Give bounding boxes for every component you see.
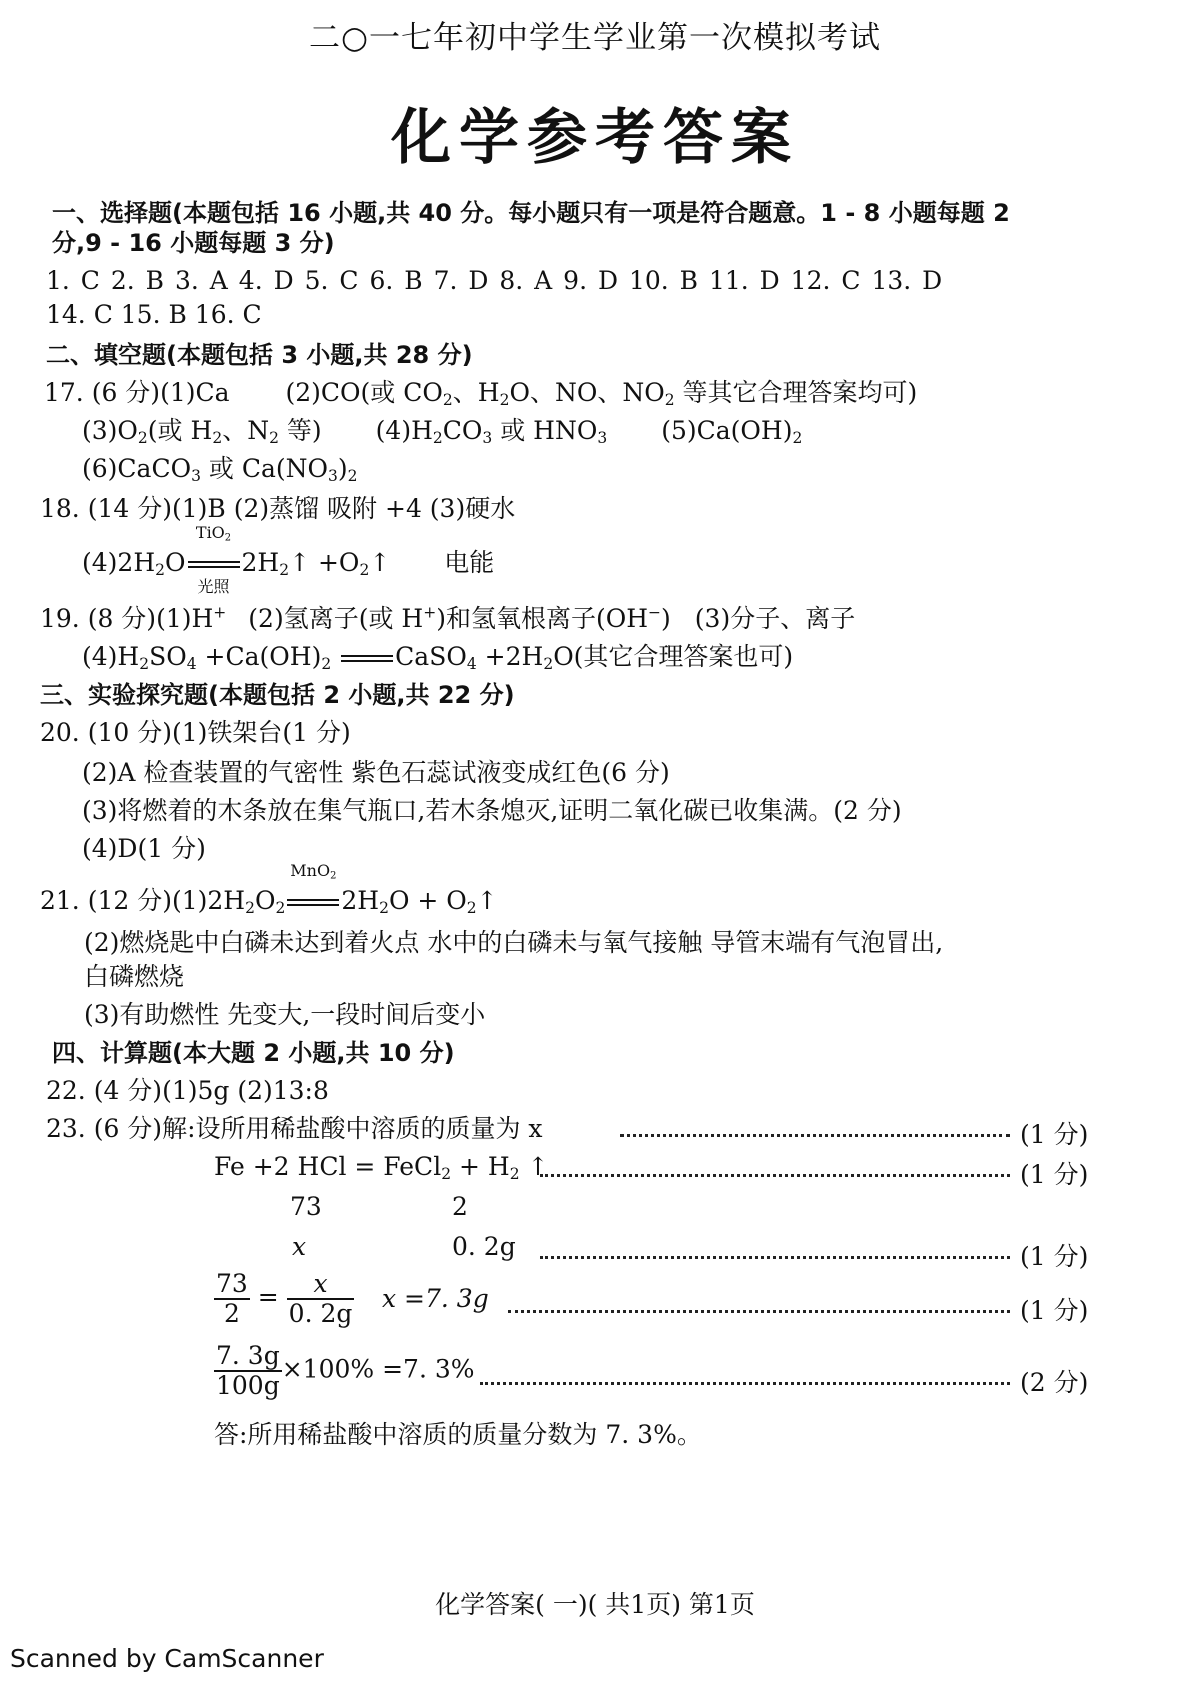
q17-part6-a: (6)CaCO bbox=[82, 454, 192, 483]
q17-line3 bbox=[82, 454, 358, 484]
q18-sub: 2 bbox=[279, 560, 290, 579]
q18-condition: 光照 bbox=[197, 577, 230, 596]
q19-equals-sign bbox=[339, 642, 395, 672]
q21-sub: 2 bbox=[245, 898, 255, 917]
q19-part2-a: (2)氢离子(或 H bbox=[248, 604, 424, 633]
q18-sub: 2 bbox=[155, 560, 165, 579]
q17-sub: 2 bbox=[432, 428, 443, 447]
q17-sub: 3 bbox=[597, 428, 608, 447]
section1-heading-line1: 一、选择题(本题包括 16 小题,共 40 分。每小题只有一项是符合题意。1 - 8 小题每题 2 bbox=[52, 199, 1010, 227]
q19-part4-e: +2H bbox=[484, 642, 544, 671]
q17-part6-c: ) bbox=[337, 454, 348, 483]
q18-reaction-arrow bbox=[186, 523, 242, 596]
q19-part4-c: +Ca(OH) bbox=[204, 642, 322, 671]
q23-frac1-den: 2 bbox=[223, 1299, 240, 1328]
q17-sub: 2 bbox=[269, 428, 279, 447]
q23-result-x: x =7. 3g bbox=[382, 1284, 489, 1313]
q18-catalyst: TiO bbox=[195, 523, 225, 542]
q23-score2: (1 分) bbox=[1020, 1160, 1089, 1189]
q17-sub: 2 bbox=[664, 390, 675, 409]
q17-lead: 17. (6 分)(1)Ca bbox=[44, 378, 230, 407]
q17-sub: 2 bbox=[137, 428, 148, 447]
q19-line1 bbox=[40, 604, 855, 634]
q22-line: 22. (4 分)(1)5g (2)13:8 bbox=[46, 1076, 329, 1105]
scanner-watermark: Scanned by CamScanner bbox=[10, 1644, 324, 1673]
q21-part1-b: O bbox=[254, 886, 276, 915]
q21-line3: 白磷燃烧 bbox=[84, 962, 185, 991]
q17-line2 bbox=[82, 416, 802, 446]
q17-sub: 2 bbox=[792, 428, 803, 447]
q18-part4-d: ↑ +O bbox=[289, 548, 360, 577]
q23-frac2-den: 0. 2g bbox=[288, 1299, 353, 1328]
q20-line3: (3)将燃着的木条放在集气瓶口,若木条熄灭,证明二氧化碳已收集满。(2 分) bbox=[82, 796, 902, 825]
q23-score4: (1 分) bbox=[1020, 1296, 1089, 1325]
q17-sub: 2 bbox=[442, 390, 453, 409]
q19-line2 bbox=[82, 642, 793, 672]
q19-sub: 2 bbox=[543, 654, 554, 673]
q23-fraction-2 bbox=[287, 1270, 355, 1328]
q18-line2 bbox=[82, 523, 495, 596]
q17-part4-b: CO bbox=[442, 416, 483, 445]
q17-part2-c: O、NO、NO bbox=[509, 378, 665, 407]
q18-sub: 2 bbox=[359, 560, 370, 579]
q20-line4: (4)D(1 分) bbox=[82, 834, 206, 863]
q23-percentage bbox=[214, 1342, 475, 1400]
q21-part1-d: O + O bbox=[388, 886, 467, 915]
q19-lead: 19. (8 分)(1)H bbox=[40, 604, 214, 633]
q18-part4-a: (4)2H bbox=[82, 548, 156, 577]
q19-sup: + bbox=[213, 603, 227, 622]
q23-eq-b: + H bbox=[459, 1152, 510, 1181]
q23-answer: 答:所用稀盐酸中溶质的质量分数为 7. 3%。 bbox=[214, 1420, 702, 1449]
section3-heading: 三、实验探究题(本题包括 2 小题,共 22 分) bbox=[40, 681, 515, 709]
q17-line1 bbox=[44, 378, 917, 408]
q23-score5: (2 分) bbox=[1020, 1368, 1089, 1397]
q17-part4-a: (4)H bbox=[375, 416, 433, 445]
q21-sub: 2 bbox=[466, 898, 477, 917]
q21-sub: 2 bbox=[330, 870, 337, 882]
q17-part3-d: 等) bbox=[286, 416, 322, 445]
q21-lead: 21. (12 分)(1)2H bbox=[40, 886, 246, 915]
q17-part2-d: 等其它合理答案均可) bbox=[682, 378, 918, 407]
q19-sup: + bbox=[423, 603, 437, 622]
q23-frac3-num: 7. 3g bbox=[214, 1342, 282, 1372]
q19-sub: 4 bbox=[186, 654, 197, 673]
q23-frac2-num: x bbox=[287, 1270, 355, 1300]
q19-sub: 2 bbox=[139, 654, 150, 673]
q19-part4-b: SO bbox=[149, 642, 187, 671]
q23-frac1-num: 73 bbox=[216, 1269, 248, 1298]
q19-part2-c: ) bbox=[661, 604, 671, 633]
q20-line1: 20. (10 分)(1)铁架台(1 分) bbox=[40, 718, 351, 747]
q23-fraction-1 bbox=[214, 1270, 250, 1328]
dot-leader bbox=[620, 1134, 1010, 1137]
q18-sub: 2 bbox=[224, 532, 232, 544]
q18-part4-c: 2H bbox=[241, 548, 280, 577]
q21-sub: 2 bbox=[275, 898, 286, 917]
section4-heading: 四、计算题(本大题 2 小题,共 10 分) bbox=[52, 1039, 455, 1067]
q19-sub: 4 bbox=[466, 654, 477, 673]
q21-part1-e: ↑ bbox=[476, 886, 498, 915]
q17-part2-b: 、H bbox=[452, 378, 500, 407]
q23-eq-a: Fe +2 HCl = FeCl bbox=[214, 1152, 442, 1181]
q23-line1: 23. (6 分)解:设所用稀盐酸中溶质的质量为 x bbox=[46, 1114, 543, 1143]
q23-var-x: x bbox=[292, 1232, 307, 1261]
q17-part3-c: 、N bbox=[222, 416, 270, 445]
q23-proportion bbox=[214, 1270, 354, 1328]
q21-line1 bbox=[40, 861, 498, 917]
q17-part6-b: 或 Ca(NO bbox=[208, 454, 329, 483]
q23-percent-expr: ×100% =7. 3% bbox=[281, 1354, 475, 1384]
q23-equals: = bbox=[257, 1282, 279, 1312]
q19-sub: 2 bbox=[321, 654, 332, 673]
q19-part3: (3)分子、离子 bbox=[694, 604, 856, 633]
section1-answers-line2: 14. C 15. B 16. C bbox=[46, 300, 262, 329]
q17-part4-c: 或 HNO bbox=[500, 416, 598, 445]
q19-sup: − bbox=[648, 603, 662, 622]
q19-part4-f: O(其它合理答案也可) bbox=[553, 642, 794, 671]
dot-leader bbox=[540, 1174, 1010, 1177]
q17-sub: 2 bbox=[212, 428, 223, 447]
q23-given-h2: 0. 2g bbox=[452, 1232, 516, 1261]
q21-line4: (3)有助燃性 先变大,一段时间后变小 bbox=[84, 1000, 486, 1029]
q23-mass-hcl: 73 bbox=[290, 1192, 322, 1221]
q18-part4-b: O bbox=[165, 548, 186, 577]
q23-sub: 2 bbox=[441, 1164, 452, 1183]
q17-sub: 3 bbox=[191, 466, 201, 485]
q18-part4-e: ↑ bbox=[369, 548, 391, 577]
dot-leader bbox=[508, 1310, 1010, 1313]
q17-sub: 2 bbox=[499, 390, 510, 409]
section2-heading: 二、填空题(本题包括 3 小题,共 28 分) bbox=[46, 341, 473, 369]
section1-answers-line1: 1. C 2. B 3. A 4. D 5. C 6. B 7. D 8. A 9. D 10. B 11. D 12. C 13. D bbox=[46, 266, 943, 295]
q18-line1: 18. (14 分)(1)B (2)蒸馏 吸附 +4 (3)硬水 bbox=[40, 494, 516, 523]
q17-part3-a: (3)O bbox=[82, 416, 138, 445]
q17-part2-a: (2)CO(或 CO bbox=[285, 378, 443, 407]
dot-leader bbox=[540, 1256, 1010, 1259]
q21-catalyst: MnO bbox=[290, 861, 331, 880]
q21-sub: 2 bbox=[379, 898, 389, 917]
q23-fraction-3 bbox=[214, 1342, 282, 1400]
q23-mass-h2: 2 bbox=[452, 1192, 468, 1221]
q21-reaction-arrow bbox=[285, 861, 341, 916]
q23-score3: (1 分) bbox=[1020, 1242, 1089, 1271]
q17-part3-b: (或 H bbox=[147, 416, 213, 445]
dot-leader bbox=[480, 1382, 1010, 1385]
q21-line2: (2)燃烧匙中白磷未达到着火点 水中的白磷未与氧气接触 导管末端有气泡冒出, bbox=[84, 928, 944, 957]
q23-sub: 2 bbox=[509, 1164, 520, 1183]
q23-equation bbox=[214, 1152, 549, 1182]
q17-part5: (5)Ca(OH) bbox=[661, 416, 793, 445]
q17-sub: 2 bbox=[347, 466, 358, 485]
q23-eq-c: ↑ bbox=[527, 1152, 549, 1181]
q23-frac3-den: 100g bbox=[216, 1371, 280, 1400]
q21-part1-c: 2H bbox=[341, 886, 380, 915]
section1-heading-line2: 分,9 - 16 小题每题 3 分) bbox=[52, 229, 335, 257]
q19-part4-d: CaSO bbox=[395, 642, 467, 671]
q17-sub: 3 bbox=[328, 466, 338, 485]
q19-part4-a: (4)H bbox=[82, 642, 140, 671]
q18-energy: 电能 bbox=[444, 548, 495, 577]
exam-title: 二○一七年初中学生学业第一次模拟考试 bbox=[308, 20, 882, 56]
q20-line2: (2)A 检查装置的气密性 紫色石蕊试液变成红色(6 分) bbox=[82, 758, 670, 787]
q17-sub: 3 bbox=[482, 428, 493, 447]
page-footer: 化学答案( 一)( 共1页) 第1页 bbox=[435, 1590, 755, 1619]
q19-part2-b: )和氢氧根离子(OH bbox=[436, 604, 649, 633]
q23-score1: (1 分) bbox=[1020, 1120, 1089, 1149]
document-title: 化学参考答案 bbox=[391, 103, 799, 173]
